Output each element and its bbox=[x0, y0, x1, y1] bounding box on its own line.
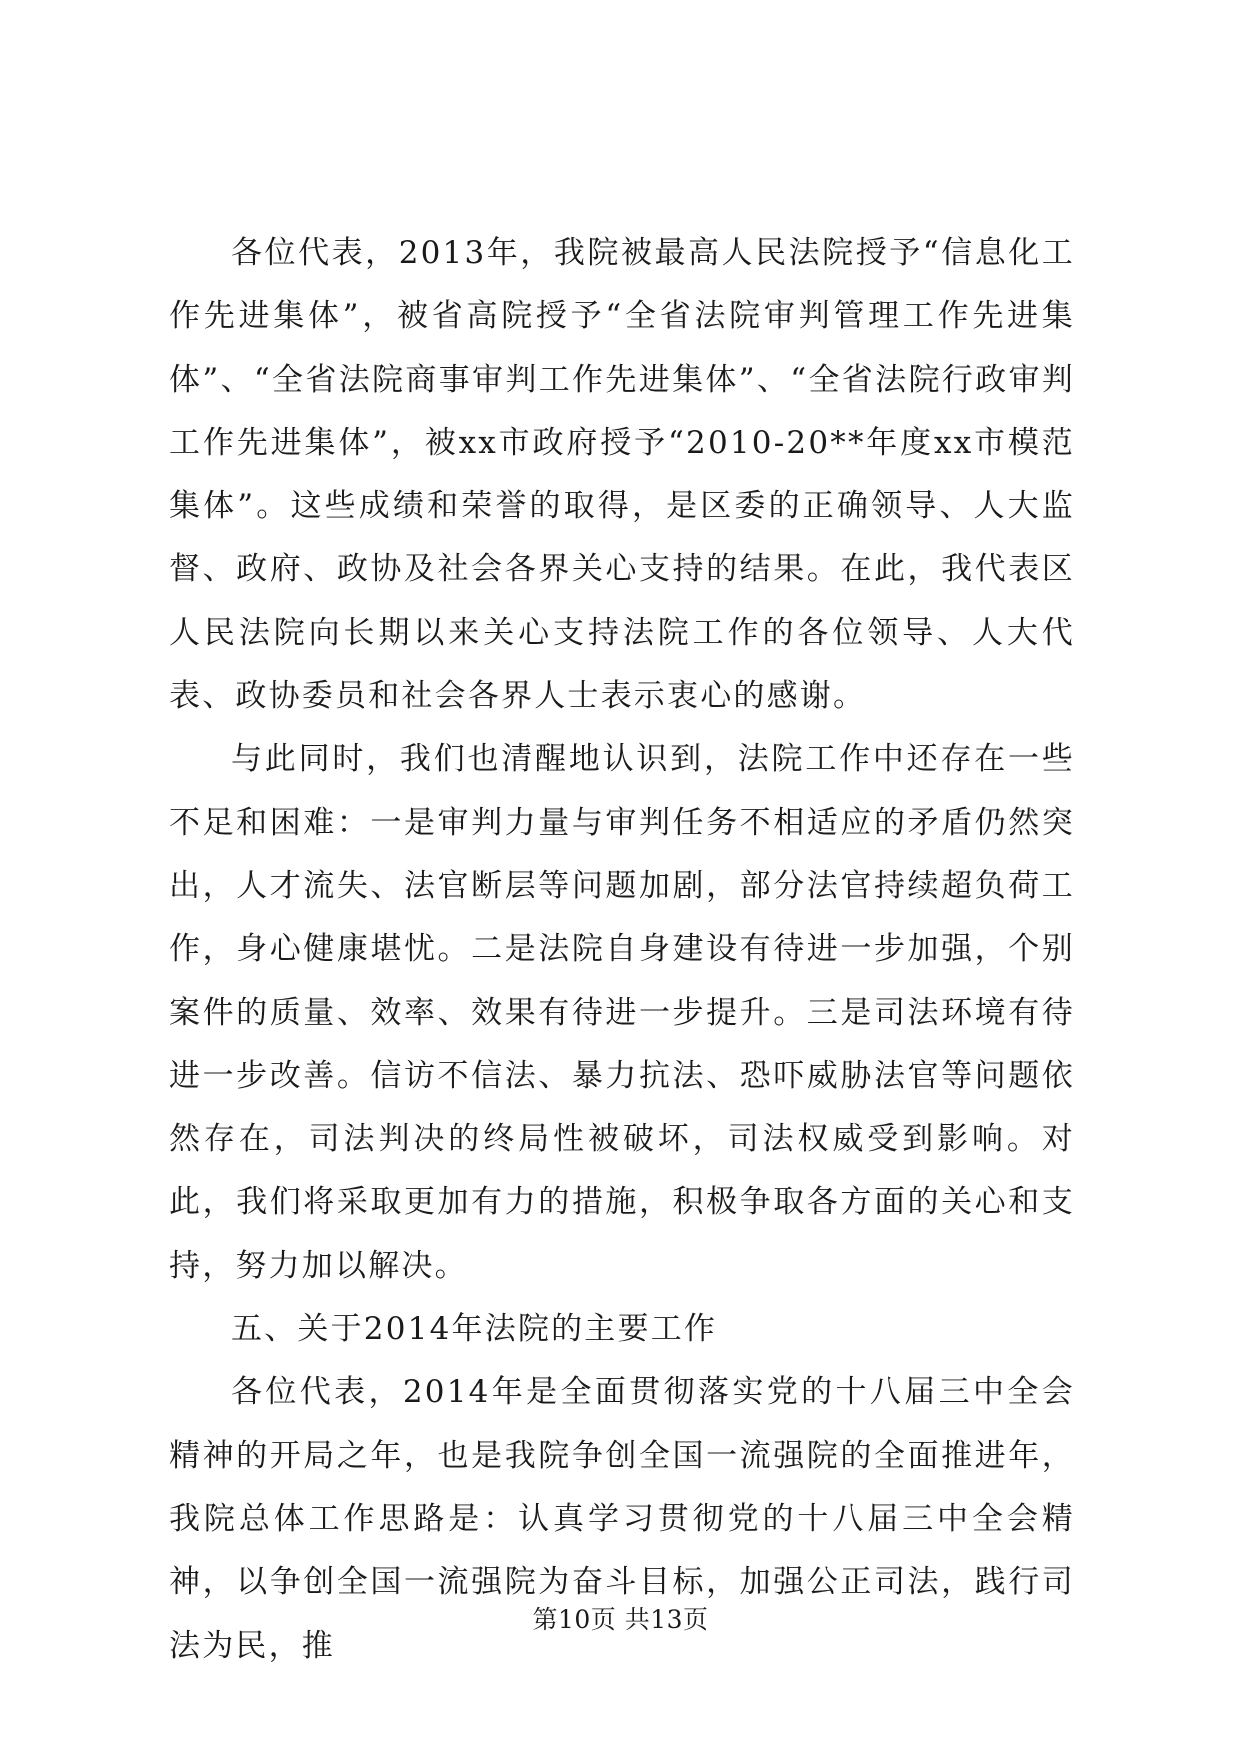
paragraph-honors: 各位代表，2013年，我院被最高人民法院授予“信息化工作先进集体”，被省高院授予“全省法院审判管理工作先进集体”、“全省法院商事审判工作先进集体”、“全省法院行政审判工作先进集体”，被xx市政府授予“2010-20**年度xx市模范集体”。这些成绩和荣誉的取得，是区委的正确领导、人大监督、政府、政协及社会各界关心支持的结果。在此，我代表区人民法院向长期以来关心支持法院工作的各位领导、人大代表、政协委员和社会各界人士表示衷心的感谢。 bbox=[169, 235, 1075, 715]
document-body bbox=[169, 222, 1075, 1678]
section-heading: 五、关于2014年法院的主要工作 bbox=[231, 1311, 718, 1348]
paragraph-shortcomings: 与此同时，我们也清醒地认识到，法院工作中还存在一些不足和困难：一是审判力量与审判任务不相适应的矛盾仍然突出，人才流失、法官断层等问题加剧，部分法官持续超负荷工作，身心健康堪忧。二是法院自身建设有待进一步加强，个别案件的质量、效率、效果有待进一步提升。三是司法环境有待进一步改善。信访不信法、暴力抗法、恐吓威胁法官等问题依然存在，司法判决的终局性被破坏，司法权威受到影响。对此，我们将采取更加有力的措施，积极争取各方面的关心和支持，努力加以解决。 bbox=[169, 741, 1075, 1284]
paragraph-2014-plan: 各位代表，2014年是全面贯彻落实党的十八届三中全会精神的开局之年，也是我院争创全国一流强院的全面推进年，我院总体工作思路是：认真学习贯彻党的十八届三中全会精神，以争创全国一流强院为奋斗目标，加强公正司法，践行司法为民，推 bbox=[169, 1374, 1075, 1664]
page-number-footer: 第10页 共13页 bbox=[532, 1605, 709, 1634]
